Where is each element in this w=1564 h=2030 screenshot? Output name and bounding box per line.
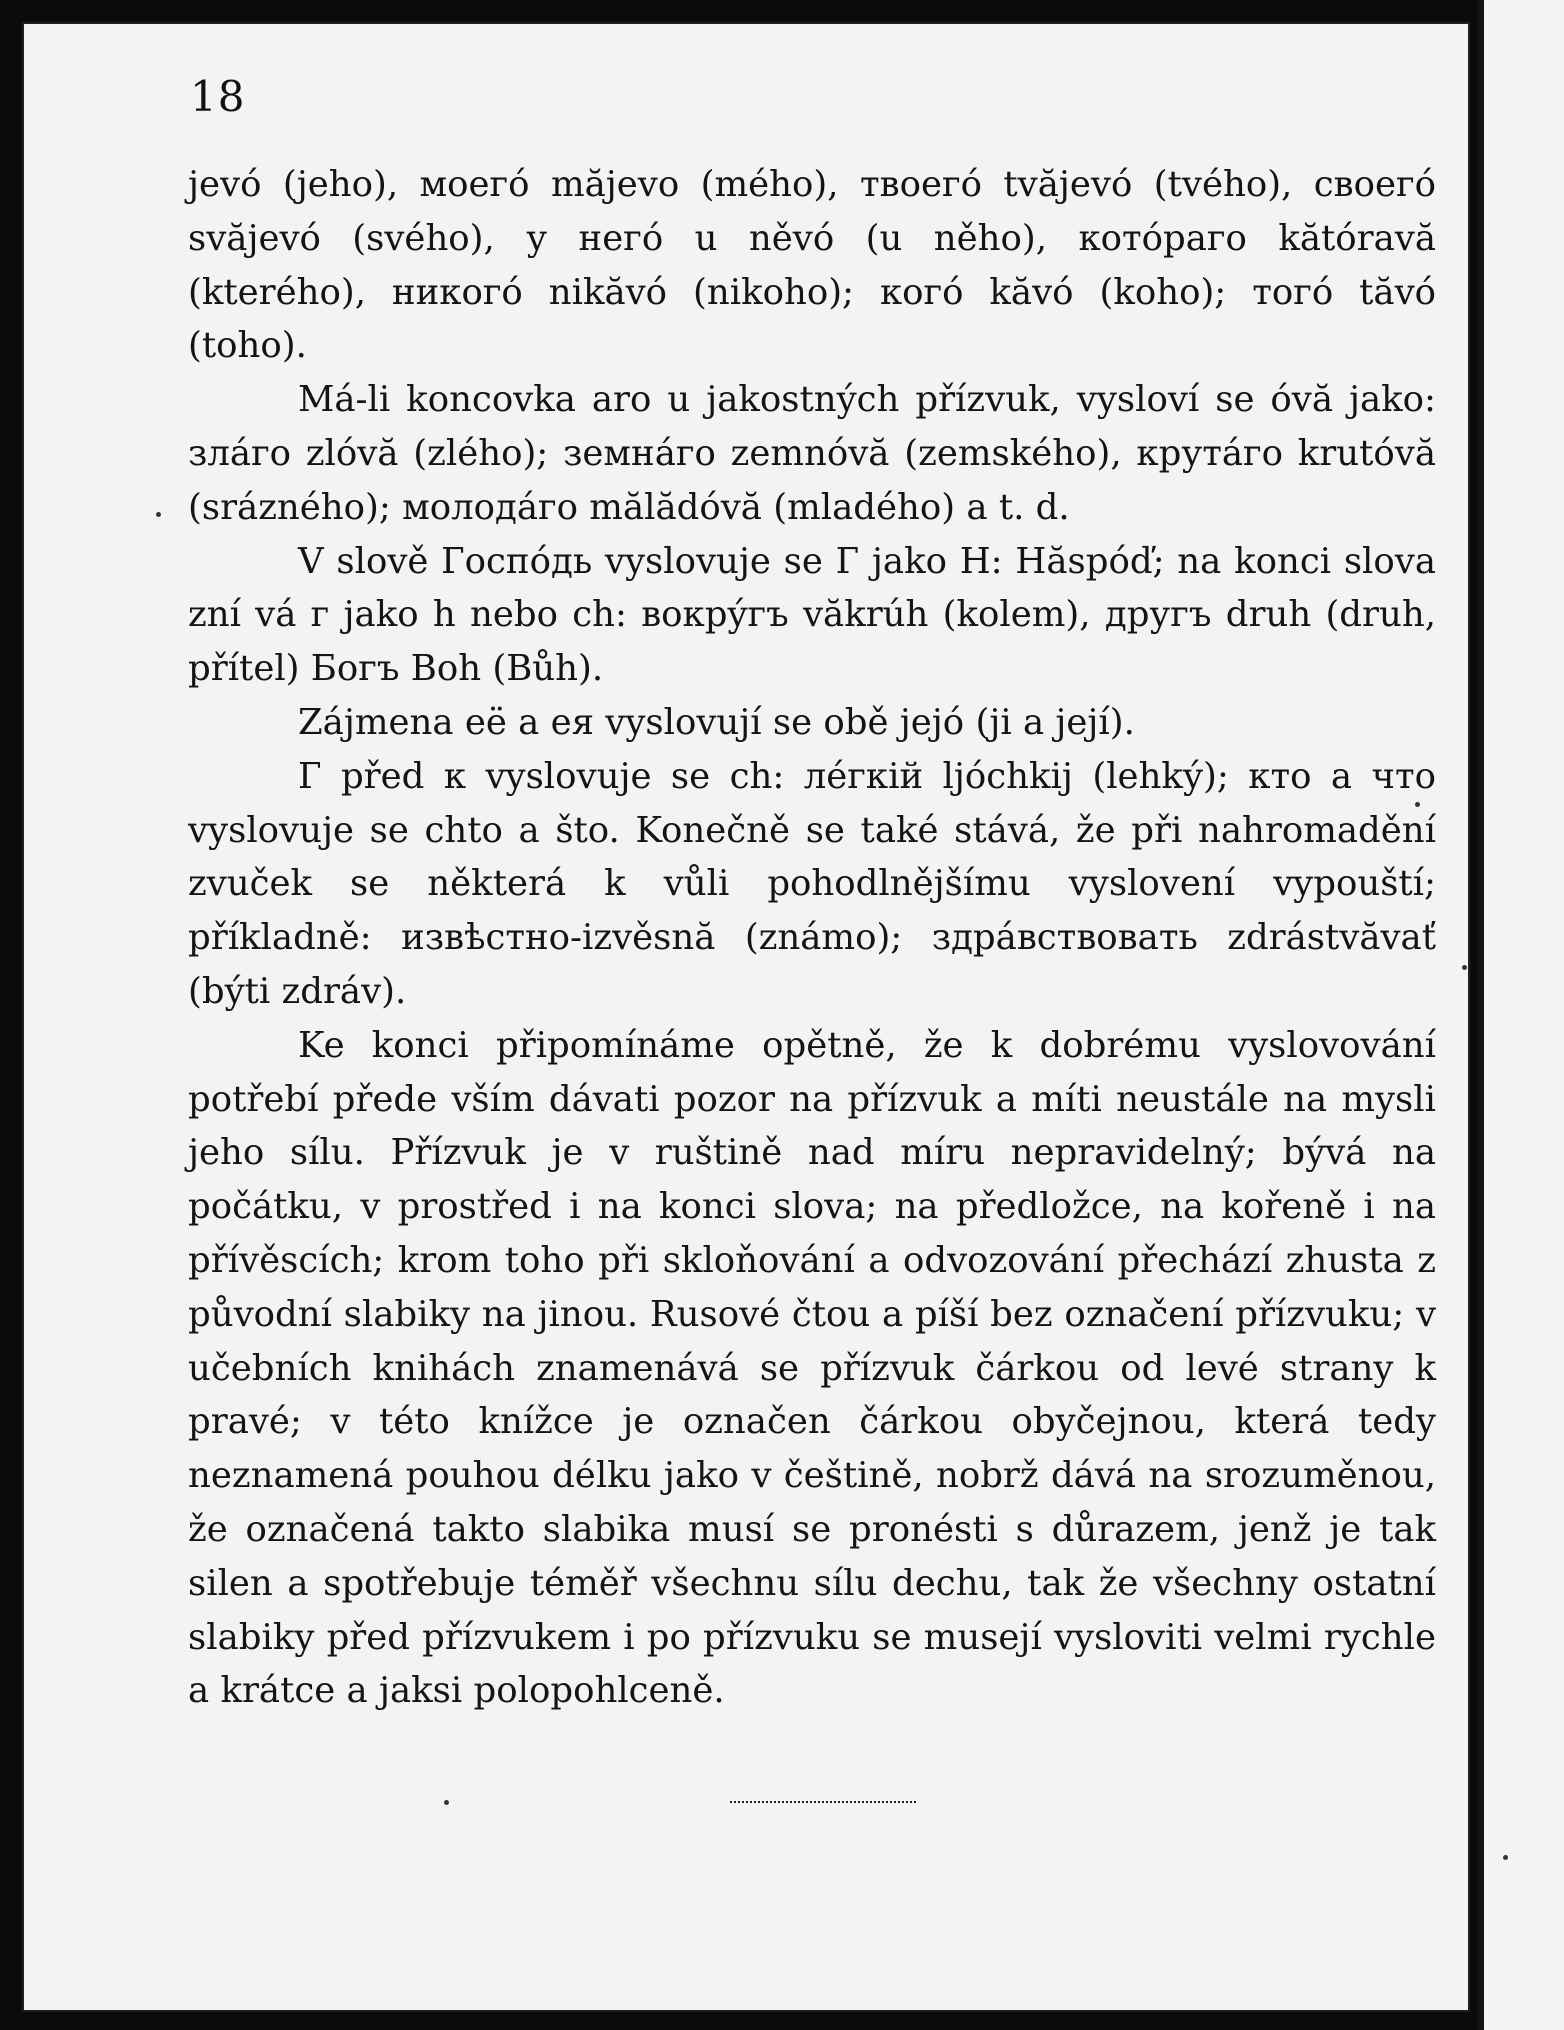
print-speck — [1503, 1855, 1508, 1860]
body-text — [188, 158, 1436, 1718]
next-page-edge — [1478, 0, 1564, 2030]
paragraph-2: Má-li koncovka aro u jakostných přízvuk, vysloví se óvă jako: злáго zlóvă (zlého); земнáго zemnóvă (zemského), крутáго krutóvă (srázného); молодáго mălădóvă (mladého) a t. d. — [188, 379, 1436, 528]
paragraph-3: V slově Госпóдь vyslovuje se Г jako H: Hăspóď; na konci slova zní vá г jako h nebo ch: вокрýгъ văkrúh (kolem), другъ druh (druh, přítel) Богъ Boh (Bůh). — [188, 540, 1436, 690]
print-speck — [156, 512, 161, 517]
print-speck — [1462, 965, 1467, 970]
page-number: 18 — [190, 72, 246, 121]
print-speck — [1415, 802, 1420, 807]
paragraph-4: Zájmena eë a ея vyslovují se obě jejó (ji a její). — [298, 701, 1135, 743]
paragraph-5: Г před к vyslovuje se ch: лéгкій ljóchkij (lehký); кто a что vyslovuje se chto a što. Konečně se také stává, že při nahromadění zvuček se některá k vůli pohodlnějšímu vyslovení vypouští; příkladně: извѣстно-izvěsnă (známo); здрáвствовать zdrástvăvať (býti zdráv). — [188, 755, 1436, 1012]
paragraph-6: Ke konci připomínáme opětně, že k dobrému vyslovování potřebí přede vším dávati pozor na přízvuk a míti neustále na mysli jeho sílu. Přízvuk je v ruštině nad míru nepravidelný; bývá na počátku, v prostřed i na konci slova; na předložce, na kořeně i na přívěscích; krom toho při skloňování a odvozování přechází zhusta z původní slabiky na jinou. Rusové čtou a píší bez označení přízvuku; v učebních knihách znamenává se přízvuk čárkou od levé strany k pravé; v této knížce je označen čárkou obyčejnou, která tedy neznamená pouhou délku jako v češtině, nobrž dává na srozuměnou, že označená takto slabika musí se pronésti s důrazem, jenž je tak silen a spotřebuje téměř všechnu sílu dechu, tak že všechny ostatní slabiky před přízvukem i po přízvuku se musejí vysloviti velmi rychle a krátce a jaksi polopohlceně. — [188, 1024, 1436, 1712]
paragraph-1: jevó (jeho), моегó măjevo (mého), твоегó tvăjevó (tvého), своегó svăjevó (svého), у негó u něvó (u něho), котóраго kătóravă (kterého), никогó nikăvó (nikoho); когó kăvó (koho); тогó tăvó (toho). — [188, 164, 1436, 367]
section-end-ornament — [730, 1793, 916, 1803]
print-speck — [444, 1800, 449, 1805]
